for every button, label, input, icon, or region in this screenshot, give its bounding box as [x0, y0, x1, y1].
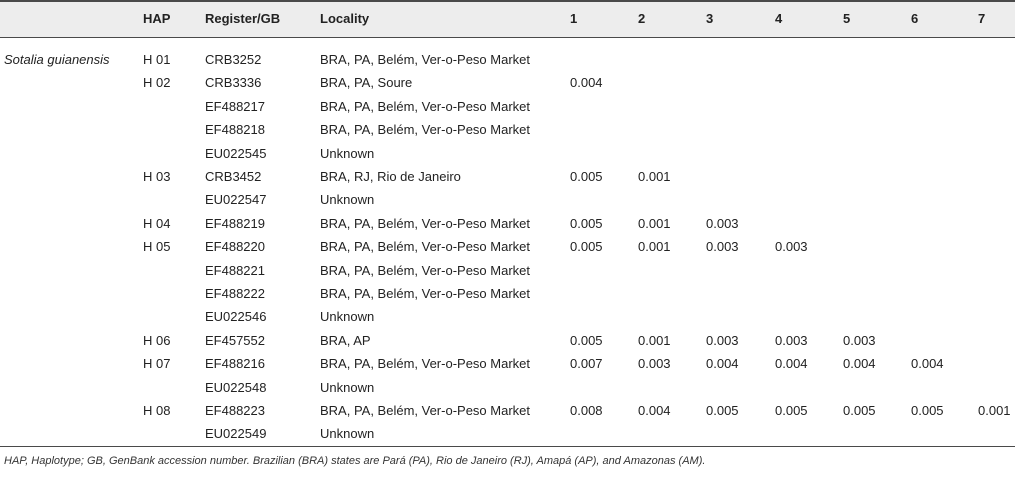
distance-cell-col-2: 0.001 [638, 216, 671, 231]
locality-cell: BRA, PA, Belém, Ver-o-Peso Market [320, 122, 530, 137]
locality-cell: Unknown [320, 380, 375, 395]
distance-cell-col-3: 0.003 [706, 216, 739, 231]
locality-cell: Unknown [320, 192, 375, 207]
register-cell: EU022549 [205, 426, 267, 441]
register-cell: EU022546 [205, 309, 267, 324]
hap-cell: H 05 [143, 239, 171, 254]
distance-cell-col-2: 0.001 [638, 239, 671, 254]
register-cell: EF488223 [205, 403, 265, 418]
table-footnote: HAP, Haplotype; GB, GenBank accession number. Brazilian (BRA) states are Pará (PA), Rio de Janeiro (RJ), Amapá (AP), and Amazonas (AM). [4, 455, 706, 467]
distance-cell-col-2: 0.003 [638, 356, 671, 371]
locality-cell: BRA, PA, Soure [320, 75, 413, 90]
register-cell: EF488217 [205, 99, 265, 114]
distance-cell-col-2: 0.004 [638, 403, 671, 418]
hap-cell: H 06 [143, 333, 171, 348]
locality-cell: Unknown [320, 146, 375, 161]
header-col-1: 1 [570, 11, 578, 26]
locality-cell: BRA, PA, Belém, Ver-o-Peso Market [320, 99, 530, 114]
locality-cell: BRA, RJ, Rio de Janeiro [320, 169, 461, 184]
register-cell: EF488216 [205, 356, 265, 371]
distance-cell-col-3: 0.003 [706, 239, 739, 254]
distance-cell-col-4: 0.003 [775, 239, 808, 254]
register-cell: CRB3336 [205, 75, 262, 90]
header-col-4: 4 [775, 11, 783, 26]
locality-cell: BRA, PA, Belém, Ver-o-Peso Market [320, 52, 530, 67]
register-cell: EF488220 [205, 239, 265, 254]
header-divider [0, 37, 1015, 38]
hap-cell: H 07 [143, 356, 171, 371]
locality-cell: BRA, PA, Belém, Ver-o-Peso Market [320, 239, 530, 254]
distance-cell-col-1: 0.008 [570, 403, 603, 418]
header-hap: HAP [143, 11, 171, 26]
locality-cell: BRA, PA, Belém, Ver-o-Peso Market [320, 403, 530, 418]
locality-cell: BRA, AP [320, 333, 371, 348]
distance-cell-col-1: 0.005 [570, 239, 603, 254]
distance-cell-col-1: 0.005 [570, 333, 603, 348]
locality-cell: BRA, PA, Belém, Ver-o-Peso Market [320, 216, 530, 231]
distance-cell-col-3: 0.003 [706, 333, 739, 348]
header-locality: Locality [320, 11, 370, 26]
distance-cell-col-3: 0.004 [706, 356, 739, 371]
distance-cell-col-6: 0.004 [911, 356, 944, 371]
table-bottom-rule [0, 446, 1015, 447]
locality-cell: Unknown [320, 309, 375, 324]
hap-cell: H 08 [143, 403, 171, 418]
distance-cell-col-2: 0.001 [638, 333, 671, 348]
register-cell: CRB3252 [205, 52, 262, 67]
distance-cell-col-1: 0.007 [570, 356, 603, 371]
locality-cell: BRA, PA, Belém, Ver-o-Peso Market [320, 356, 530, 371]
register-cell: EF488222 [205, 286, 265, 301]
header-col-3: 3 [706, 11, 714, 26]
distance-cell-col-4: 0.005 [775, 403, 808, 418]
distance-cell-col-4: 0.003 [775, 333, 808, 348]
register-cell: EF488218 [205, 122, 265, 137]
locality-cell: Unknown [320, 426, 375, 441]
locality-cell: BRA, PA, Belém, Ver-o-Peso Market [320, 263, 530, 278]
species-name-cell: Sotalia guianensis [4, 52, 110, 67]
header-col-6: 6 [911, 11, 919, 26]
locality-cell: BRA, PA, Belém, Ver-o-Peso Market [320, 286, 530, 301]
distance-cell-col-4: 0.004 [775, 356, 808, 371]
hap-cell: H 04 [143, 216, 171, 231]
hap-cell: H 03 [143, 169, 171, 184]
distance-cell-col-5: 0.003 [843, 333, 876, 348]
header-col-7: 7 [978, 11, 986, 26]
register-cell: CRB3452 [205, 169, 262, 184]
header-col-5: 5 [843, 11, 851, 26]
distance-cell-col-1: 0.005 [570, 169, 603, 184]
distance-cell-col-5: 0.004 [843, 356, 876, 371]
distance-cell-col-7: 0.001 [978, 403, 1011, 418]
header-col-2: 2 [638, 11, 646, 26]
register-cell: EU022548 [205, 380, 267, 395]
distance-cell-col-1: 0.004 [570, 75, 603, 90]
register-cell: EF457552 [205, 333, 265, 348]
distance-cell-col-1: 0.005 [570, 216, 603, 231]
distance-cell-col-2: 0.001 [638, 169, 671, 184]
register-cell: EF488219 [205, 216, 265, 231]
register-cell: EU022547 [205, 192, 267, 207]
hap-cell: H 02 [143, 75, 171, 90]
register-cell: EF488221 [205, 263, 265, 278]
hap-cell: H 01 [143, 52, 171, 67]
header-register: Register/GB [205, 11, 281, 26]
distance-cell-col-3: 0.005 [706, 403, 739, 418]
register-cell: EU022545 [205, 146, 267, 161]
distance-cell-col-6: 0.005 [911, 403, 944, 418]
distance-cell-col-5: 0.005 [843, 403, 876, 418]
